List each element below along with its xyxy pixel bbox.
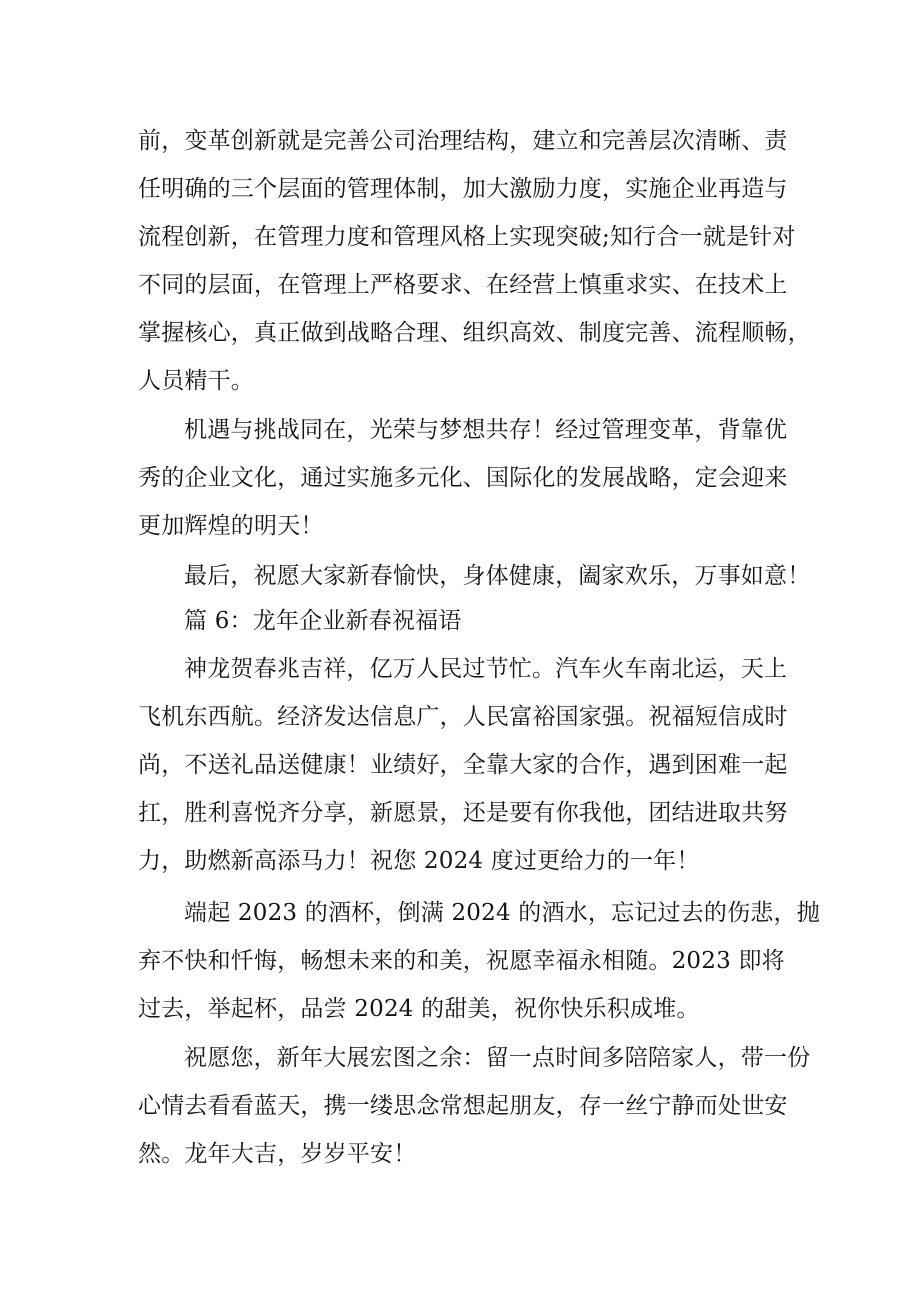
paragraph-1-line-1: 前，变革创新就是完善公司治理结构，建立和完善层次清晰、责 bbox=[138, 128, 788, 154]
paragraph-5-line-2: 飞机东西航。经济发达信息广，人民富裕国家强。祝福短信成时 bbox=[138, 704, 788, 730]
paragraph-1-line-5: 掌握核心，真正做到战略合理、组织高效、制度完善、流程顺畅， bbox=[138, 320, 811, 346]
paragraph-6-line-2: 弃不快和忏悔，畅想未来的和美，祝愿幸福永相随。2023 即将 bbox=[138, 948, 785, 974]
paragraph-1-line-2: 任明确的三个层面的管理体制，加大激励力度，实施企业再造与 bbox=[138, 176, 788, 202]
paragraph-1-line-3: 流程创新，在管理力度和管理风格上实现突破;知行合一就是针对 bbox=[138, 224, 796, 250]
paragraph-3-line-1: 最后，祝愿大家新春愉快，身体健康，阖家欢乐，万事如意！ bbox=[184, 563, 811, 589]
paragraph-1-line-6: 人员精干。 bbox=[138, 368, 254, 394]
paragraph-2-line-1: 机遇与挑战同在，光荣与梦想共存！经过管理变革，背靠优 bbox=[184, 417, 788, 443]
paragraph-1-line-4: 不同的层面，在管理上严格要求、在经营上慎重求实、在技术上 bbox=[138, 272, 788, 298]
section-heading: 篇 6：龙年企业新春祝福语 bbox=[184, 608, 462, 634]
paragraph-7-line-2: 心情去看看蓝天，携一缕思念常想起朋友，存一丝宁静而处世安 bbox=[138, 1093, 788, 1119]
paragraph-7-line-3: 然。龙年大吉，岁岁平安！ bbox=[138, 1141, 417, 1167]
paragraph-2-line-2: 秀的企业文化，通过实施多元化、国际化的发展战略，定会迎来 bbox=[138, 465, 788, 491]
paragraph-5-line-1: 神龙贺春兆吉祥，亿万人民过节忙。汽车火车南北运，天上 bbox=[184, 656, 788, 682]
paragraph-6-line-3: 过去，举起杯，品尝 2024 的甜美，祝你快乐积成堆。 bbox=[138, 996, 700, 1022]
paragraph-2-line-3: 更加辉煌的明天！ bbox=[138, 513, 324, 539]
paragraph-7-line-1: 祝愿您，新年大展宏图之余：留一点时间多陪陪家人，带一份 bbox=[184, 1045, 811, 1071]
paragraph-5-line-5: 力，助燃新高添马力！祝您 2024 度过更给力的一年！ bbox=[138, 848, 700, 874]
paragraph-5-line-4: 扛，胜利喜悦齐分享，新愿景，还是要有你我他，团结进取共努 bbox=[138, 800, 788, 826]
paragraph-6-line-1: 端起 2023 的酒杯，倒满 2024 的酒水，忘记过去的伤悲，抛 bbox=[184, 900, 820, 926]
paragraph-5-line-3: 尚，不送礼品送健康！业绩好，全靠大家的合作，遇到困难一起 bbox=[138, 752, 788, 778]
